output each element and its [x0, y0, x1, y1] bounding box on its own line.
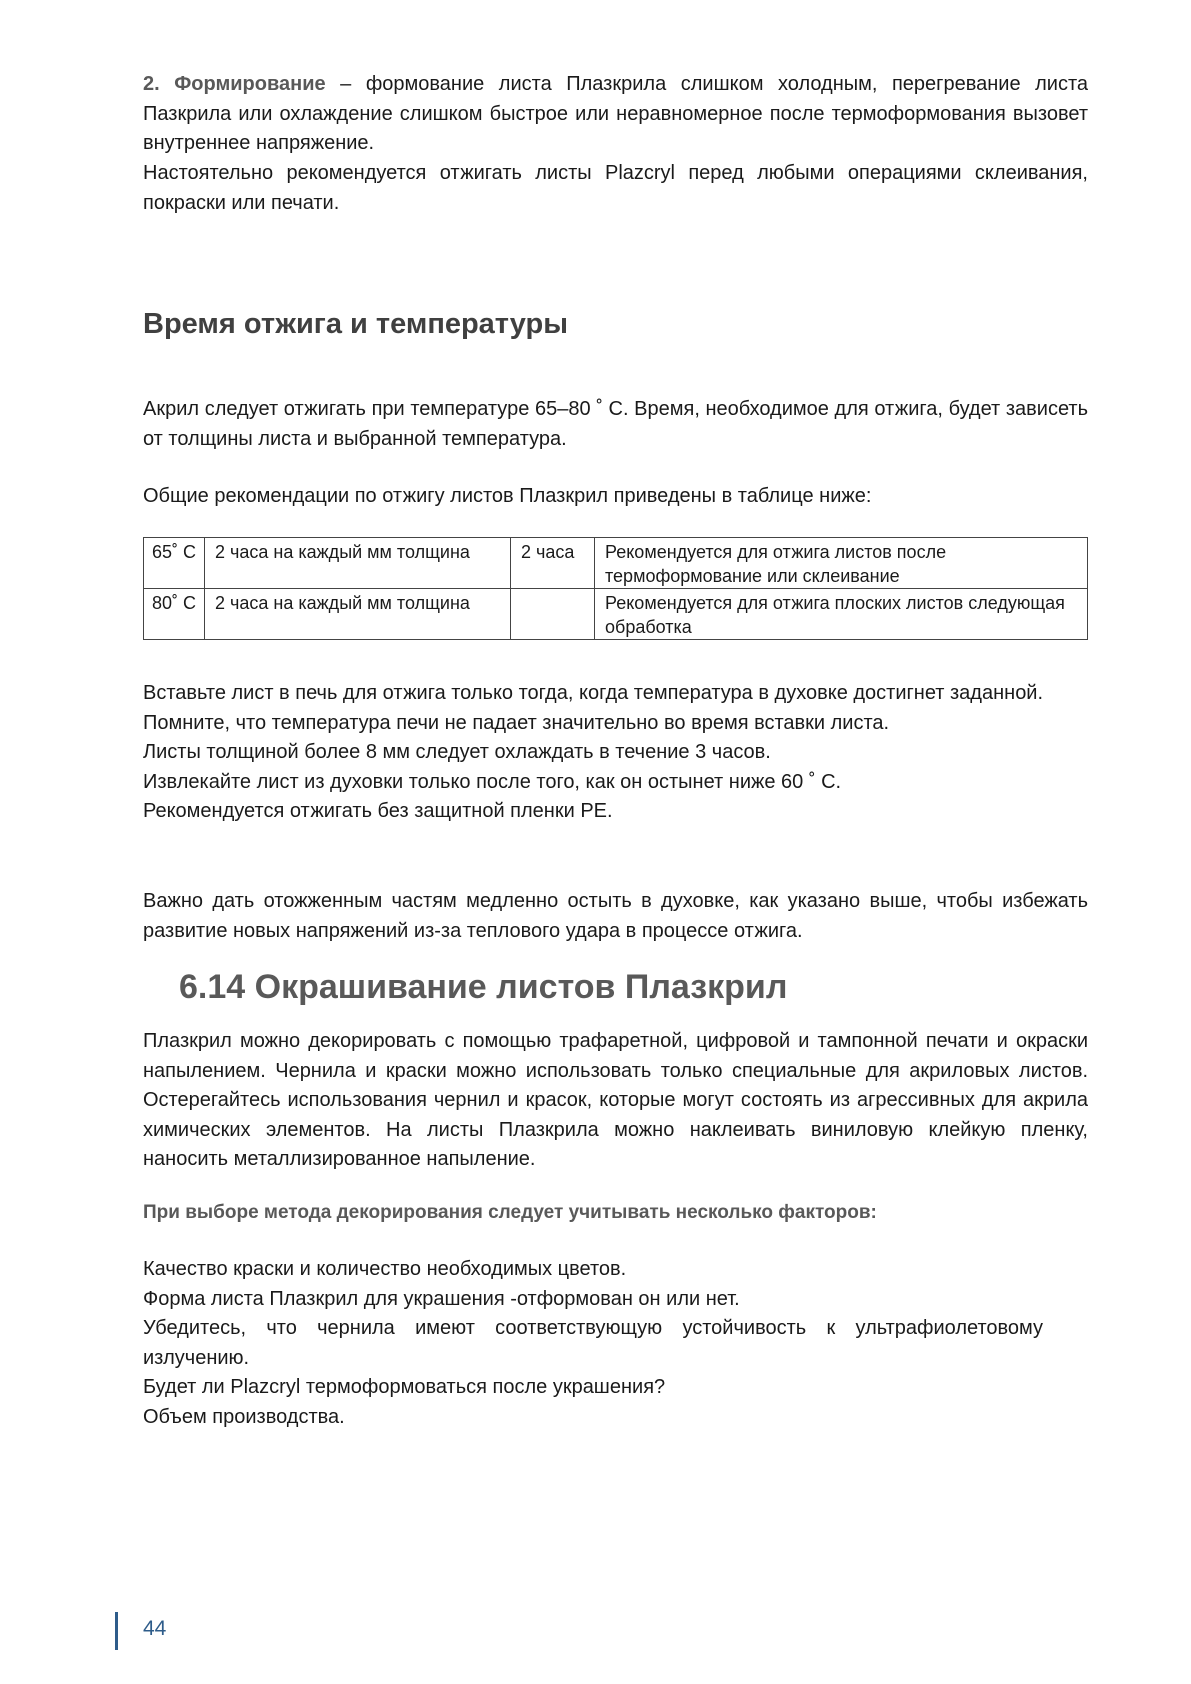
intro-lead-bold: 2. Формирование	[143, 73, 326, 95]
chapter-title-painting: 6.14 Окрашивание листов Плазкрил	[179, 968, 788, 1006]
table-cell-time: 2 часа на каждый мм толщина	[205, 538, 511, 589]
table-cell-duration: 2 часа	[511, 538, 595, 589]
factor-item: Форма листа Плазкрил для украшения -отформован он или нет.	[143, 1287, 740, 1310]
factor-item: Будет ли Plazcryl термоформоваться после украшения?	[143, 1376, 666, 1398]
annealing-table-intro: Общие рекомендации по отжигу листов Плазкрил приведены в таблице ниже:	[143, 485, 872, 507]
factors-heading: При выборе метода декорирования следует учитывать несколько факторов:	[143, 1202, 877, 1223]
table-cell-duration	[511, 589, 595, 640]
intro-lead-text: – формование листа Плазкрила слишком холодным, перегревание листа Пазкрила или охлаждение слишком быстрое или неравномерное после термоформования вызовет внутреннее напряжение.	[143, 73, 1088, 154]
factor-item: Объем производства.	[143, 1405, 345, 1428]
annealing-paragraph: Акрил следует отжигать при температуре 65–80 ˚ С. Время, необходимое для отжига, будет зависеть от толщины листа и выбранной температура.	[143, 398, 1088, 450]
intro-recommendation: Настоятельно рекомендуется отжигать листы Plazcryl перед любыми операциями склеивания, покраски или печати.	[143, 162, 1088, 214]
instruction-line: Листы толщиной более 8 мм следует охлаждать в течение 3 часов.	[143, 741, 771, 763]
annealing-table-wrap	[143, 537, 1088, 640]
instruction-line: Вставьте лист в печь для отжига только тогда, когда температура в духовке достигнет заданной.	[143, 682, 1044, 704]
table-cell-note: Рекомендуется для отжига плоских листов следующая обработка	[595, 589, 1088, 640]
factor-item: Убедитесь, что чернила имеют соответствующую устойчивость к ультрафиолетовому излучению.	[143, 1317, 1043, 1369]
factor-item: Качество краски и количество необходимых цветов.	[143, 1258, 627, 1280]
factors-list	[143, 1255, 1088, 1432]
instructions-block	[143, 679, 1088, 827]
important-note: Важно дать отожженным частям медленно остыть в духовке, как указано выше, чтобы избежать развитие новых напряжений из-за теплового удара в процессе отжига.	[143, 890, 1088, 942]
painting-paragraph: Плазкрил можно декорировать с помощью трафаретной, цифровой и тампонной печати и окраски напылением. Чернила и краски можно использовать только специальные для акриловых листов. Остерегайтесь использования чернил и красок, которые могут состоять из агрессивных для акрила химических элементов. На листы Плазкрила можно наклеивать виниловую клейкую пленку, наносить металлизированное напыление.	[143, 1030, 1088, 1170]
page-number: 44	[143, 1617, 167, 1640]
intro-paragraph	[143, 70, 1088, 159]
section-title-annealing: Время отжига и температуры	[143, 308, 568, 340]
table-cell-temp: 80˚ С	[144, 589, 205, 640]
table-row	[144, 538, 1088, 589]
table-cell-time: 2 часа на каждый мм толщина	[205, 589, 511, 640]
table-cell-temp: 65˚ С	[144, 538, 205, 589]
instruction-line: Помните, что температура печи не падает значительно во время вставки листа.	[143, 711, 890, 734]
annealing-table	[143, 537, 1088, 640]
instruction-line: Рекомендуется отжигать без защитной пленки РЕ.	[143, 800, 613, 822]
table-cell-note: Рекомендуется для отжига листов после термоформование или склеивание	[595, 538, 1088, 589]
footer-accent-bar	[115, 1612, 118, 1650]
table-row	[144, 589, 1088, 640]
instruction-line: Извлекайте лист из духовки только после того, как он остынет ниже 60 ˚ С.	[143, 770, 842, 793]
